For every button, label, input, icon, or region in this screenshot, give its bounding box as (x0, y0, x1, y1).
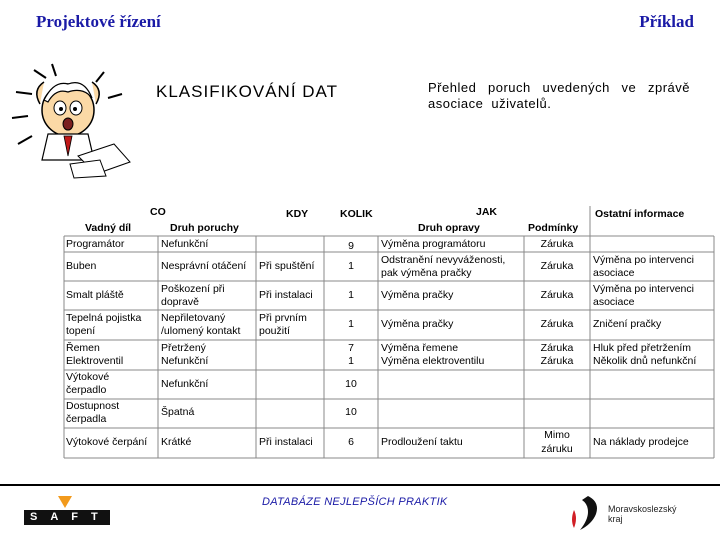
cell-repair: Výměna pračky (381, 318, 454, 330)
cell-conditions-line1: Záruka (540, 342, 574, 354)
cell-when: Při spuštění (259, 260, 315, 272)
slide-title: KLASIFIKOVÁNÍ DAT (156, 82, 339, 101)
cell-count: 10 (345, 378, 357, 390)
cell-part-line1: Tepelná pojistka (66, 312, 142, 324)
column-header-conditions: Podmínky (528, 222, 579, 234)
saft-triangle-icon (58, 496, 72, 508)
cell-fault-line1: Poškození při (161, 283, 225, 295)
saft-logo-text: SAFT (24, 510, 110, 525)
intro-text: Přehled poruch uvedených ve zprávě asociace uživatelů. (428, 80, 690, 111)
cell-count-line2: 1 (348, 355, 354, 367)
moravskoslezsky-kraj-logo (566, 492, 706, 536)
cell-part: Výtokové čerpání (66, 436, 148, 448)
kraj-line1: Moravskoslezský (608, 504, 677, 514)
cell-part-line2: čerpadla (66, 413, 107, 425)
cell-repair: Prodloužení taktu (381, 436, 463, 448)
cell-when-line2: použití (259, 325, 290, 337)
cell-repair: Výměna pračky (381, 289, 454, 301)
cell-fault: Nefunkční (161, 238, 209, 250)
cell-other-line2: asociace (593, 296, 635, 308)
cell-fault-line2: dopravě (161, 296, 199, 308)
stressed-man-illustration (4, 60, 134, 180)
cell-other-line2: asociace (593, 267, 635, 279)
kraj-emblem-icon (566, 492, 606, 536)
course-title: Projektové řízení (36, 12, 161, 31)
group-header-jak: JAK (476, 206, 498, 218)
cell-fault-line1: Přetržený (161, 342, 206, 354)
cell-part-line1: Řemen (66, 342, 100, 354)
cell-conditions-line2: záruku (541, 443, 573, 455)
cell-other: Zničení pračky (593, 318, 662, 330)
slide-label: Příklad (639, 12, 694, 31)
cell-other-line1: Výměna po intervenci (593, 283, 694, 295)
cell-part-line1: Dostupnost (66, 400, 120, 412)
cell-count: 9 (348, 240, 354, 252)
footer-divider (0, 484, 720, 486)
cell-count: 1 (348, 260, 354, 272)
cell-other-line1: Hluk před přetržením (593, 342, 692, 354)
cell-other-line1: Výměna po intervenci (593, 254, 694, 266)
cell-count: 1 (348, 318, 354, 330)
cell-other: Na náklady prodejce (593, 436, 689, 448)
cell-conditions: Záruka (540, 318, 574, 330)
cell-part: Programátor (66, 238, 125, 250)
cell-part: Buben (66, 260, 97, 272)
cell-conditions: Záruka (540, 238, 574, 250)
cell-count: 6 (348, 436, 354, 448)
cell-repair: Výměna programátoru (381, 238, 486, 250)
column-header-part: Vadný díl (85, 222, 132, 234)
cell-conditions-line1: Mimo (544, 429, 570, 441)
cell-count-line1: 7 (348, 342, 354, 354)
cell-part-line2: topení (66, 325, 96, 337)
group-header-ostatni: Ostatní informace (595, 208, 685, 220)
footer-text: DATABÁZE NEJLEPŠÍCH PRAKTIK (262, 496, 448, 508)
cell-part-line2: čerpadlo (66, 384, 107, 396)
column-header-repair: Druh opravy (418, 222, 480, 234)
cell-conditions: Záruka (540, 289, 574, 301)
saft-logo (24, 496, 110, 528)
cell-fault-line1: Nepřiletovaný (161, 312, 226, 324)
cell-fault: Špatná (161, 406, 195, 418)
column-header-fault: Druh poruchy (170, 222, 239, 234)
cell-conditions-line2: Záruka (540, 355, 574, 367)
cell-count: 1 (348, 289, 354, 301)
cell-repair-line2: Výměna elektroventilu (381, 355, 485, 367)
cell-fault: Krátké (161, 436, 192, 448)
cell-fault-line2: /ulomený kontakt (161, 325, 241, 337)
cell-fault: Nesprávní otáčení (161, 260, 247, 272)
cell-repair-line2: pak výměna pračky (381, 267, 472, 279)
cell-conditions: Záruka (540, 260, 574, 272)
kraj-line2: kraj (608, 514, 623, 524)
kraj-label (608, 504, 677, 524)
cell-fault-line2: Nefunkční (161, 355, 209, 367)
cell-part: Smalt pláště (66, 289, 124, 301)
cell-part-line1: Výtokové (66, 371, 110, 383)
cell-other-line2: Několik dnů nefunkční (593, 355, 697, 367)
cell-repair-line1: Výměna řemene (381, 342, 459, 354)
cell-when-line1: Při prvním (259, 312, 307, 324)
cell-part-line2: Elektroventil (66, 355, 124, 367)
cell-fault: Nefunkční (161, 378, 209, 390)
cell-when: Při instalaci (259, 436, 313, 448)
cell-count: 10 (345, 406, 357, 418)
group-header-co: CO (150, 206, 166, 218)
group-header-kolik: KOLIK (340, 208, 373, 220)
cell-when: Při instalaci (259, 289, 313, 301)
cell-repair-line1: Odstranění nevyváženosti, (381, 254, 506, 266)
group-header-kdy: KDY (286, 208, 309, 220)
